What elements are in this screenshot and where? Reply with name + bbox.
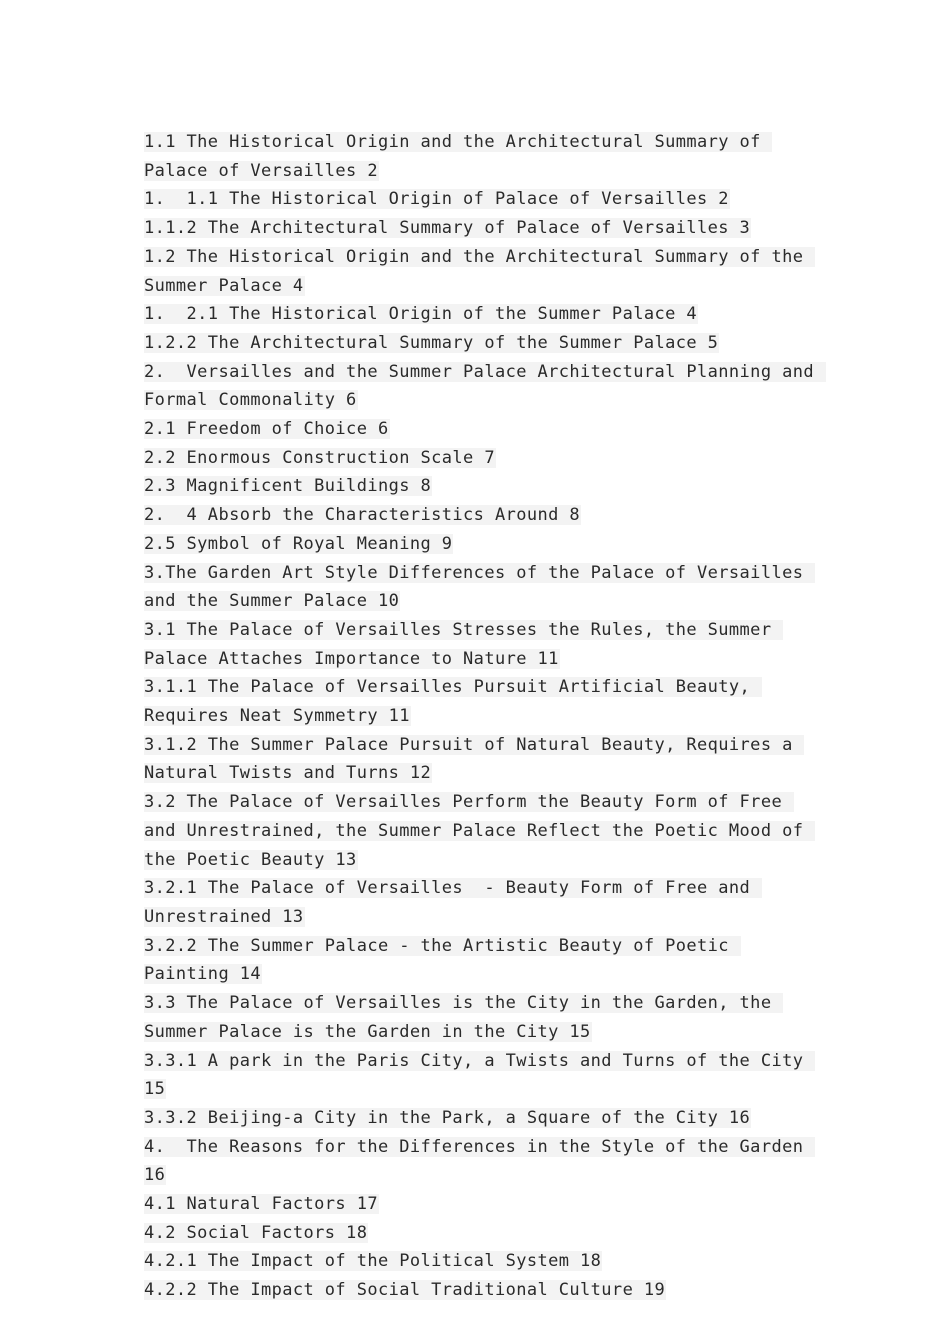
toc-entry	[144, 472, 814, 501]
toc-entry	[144, 300, 814, 329]
toc-entry	[144, 616, 814, 673]
toc-entry-text: 2.5 Symbol of Royal Meaning 9	[144, 533, 453, 554]
toc-entry-text: 1. 2.1 The Historical Origin of the Summer Palace 4	[144, 304, 698, 325]
toc-entry	[144, 329, 814, 358]
toc-entry	[144, 731, 814, 788]
toc-entry-text: 3.3 The Palace of Versailles is the City in the Garden, the Summer Palace is the Garden in the City 15	[144, 993, 783, 1042]
toc-entry-text: 3.The Garden Art Style Differences of the Palace of Versailles and the Summer Palace 10	[144, 562, 815, 612]
toc-entry-text: 1. 1.1 The Historical Origin of Palace of Versailles 2	[144, 189, 729, 210]
toc-entry	[144, 673, 814, 730]
toc-entry	[144, 874, 814, 931]
toc-entry	[144, 128, 814, 185]
toc-entry	[144, 1104, 814, 1133]
toc-entry-text: 4. The Reasons for the Differences in the Style of the Garden 16	[144, 1136, 815, 1186]
toc-entry	[144, 501, 814, 530]
toc-entry-text: 2. 4 Absorb the Characteristics Around 8	[144, 505, 581, 526]
toc-entry	[144, 415, 814, 444]
toc-entry-text: 1.1 The Historical Origin and the Architectural Summary of Palace of Versailles 2	[144, 132, 772, 181]
toc-entry	[144, 1276, 814, 1305]
toc-entry-text: 3.2 The Palace of Versailles Perform the Beauty Form of Free and Unrestrained, the Summer Palace Reflect the Poetic Mood of the Poetic Beauty 13	[144, 792, 815, 870]
toc-entry	[144, 530, 814, 559]
toc-entry-text: 1.2 The Historical Origin and the Architectural Summary of the Summer Palace 4	[144, 246, 815, 296]
toc-entry-text: 2.2 Enormous Construction Scale 7	[144, 447, 495, 468]
toc-entry-text: 3.1 The Palace of Versailles Stresses the Rules, the Summer Palace Attaches Importance to Nature 11	[144, 619, 783, 669]
toc-entry-text: 4.2 Social Factors 18	[144, 1222, 368, 1243]
toc-entry-text: 3.3.2 Beijing-a City in the Park, a Square of the City 16	[144, 1107, 751, 1128]
toc-entry-text: 3.3.1 A park in the Paris City, a Twists and Turns of the City 15	[144, 1050, 815, 1100]
toc-entry-text: 4.2.2 The Impact of Social Traditional Culture 19	[144, 1280, 666, 1301]
toc-entry	[144, 1047, 814, 1104]
toc-entry	[144, 358, 825, 415]
toc-entry	[144, 1219, 814, 1248]
toc-entry	[144, 932, 814, 989]
toc-entry	[144, 444, 814, 473]
toc-entry-text: 3.2.1 The Palace of Versailles - Beauty Form of Free and Unrestrained 13	[144, 878, 761, 927]
toc-entry	[144, 243, 814, 300]
toc-entry-text: 4.2.1 The Impact of the Political System 18	[144, 1251, 602, 1272]
toc-entry-text: 1.1.2 The Architectural Summary of Palace of Versailles 3	[144, 218, 751, 239]
toc-entry	[144, 1133, 814, 1190]
toc-entry	[144, 1247, 814, 1276]
toc-entry	[144, 788, 814, 874]
toc-entry	[144, 989, 814, 1046]
toc-entry-text: 2.1 Freedom of Choice 6	[144, 419, 389, 440]
toc-entry-text: 4.1 Natural Factors 17	[144, 1194, 378, 1215]
toc-entry	[144, 214, 814, 243]
toc-entry	[144, 1190, 814, 1219]
toc-entry-text: 2.3 Magnificent Buildings 8	[144, 476, 432, 497]
toc-entry	[144, 559, 814, 616]
toc-entry-text: 1.2.2 The Architectural Summary of the Summer Palace 5	[144, 332, 719, 353]
table-of-contents	[144, 128, 825, 1305]
toc-entry-text: 2. Versailles and the Summer Palace Architectural Planning and Formal Commonality 6	[144, 361, 825, 411]
toc-entry	[144, 185, 814, 214]
toc-entry-text: 3.2.2 The Summer Palace - the Artistic Beauty of Poetic Painting 14	[144, 935, 740, 985]
toc-entry-text: 3.1.2 The Summer Palace Pursuit of Natural Beauty, Requires a Natural Twists and Turns 12	[144, 734, 804, 784]
toc-entry-text: 3.1.1 The Palace of Versailles Pursuit Artificial Beauty, Requires Neat Symmetry 11	[144, 677, 761, 727]
